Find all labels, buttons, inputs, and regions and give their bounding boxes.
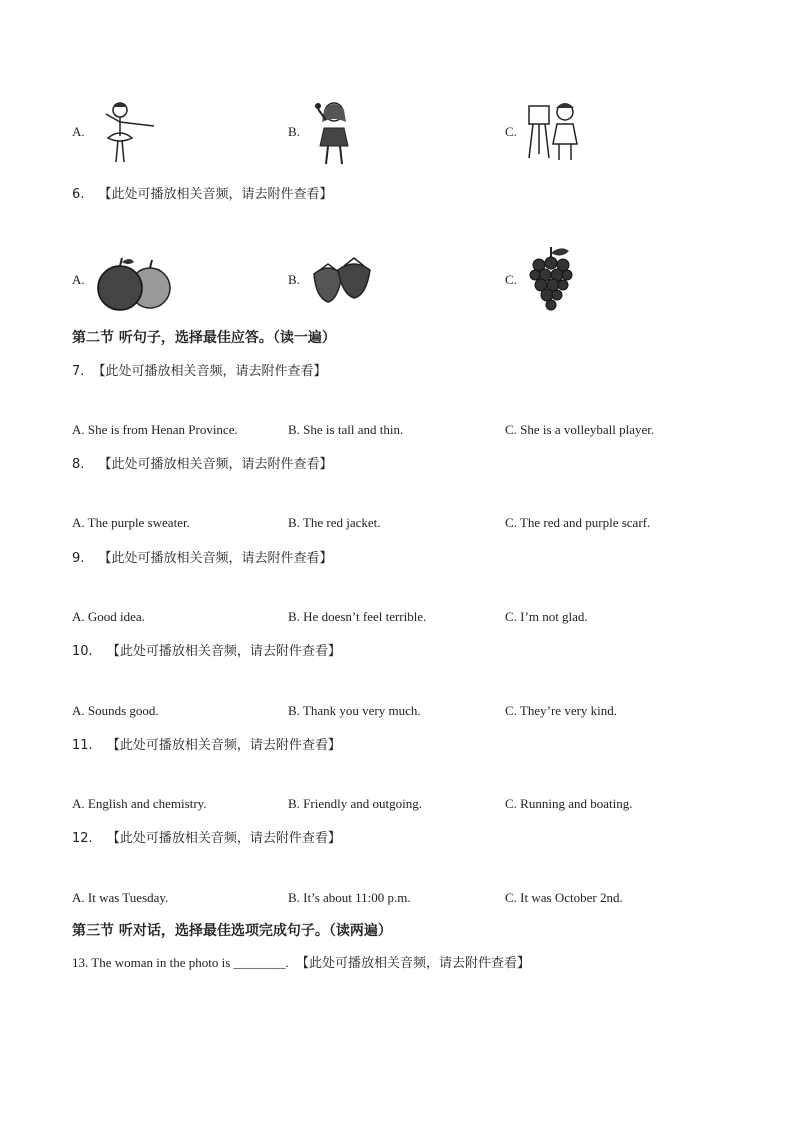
ballerina-icon [92,98,162,166]
question-number: 10. [72,644,93,659]
option-letter-c: C. [505,272,517,287]
girl-painter-icon [525,98,581,164]
question-number: 8. [72,457,85,472]
option-a: A. Sounds good. [72,703,159,718]
question-number: 11. [72,738,93,753]
option-b: B. Thank you very much. [288,703,421,718]
option-c: C. Running and boating. [505,796,633,811]
option-c: C. They’re very kind. [505,703,618,718]
audio-prompt: 【此处可播放相关音频，请去附件查看】 [98,187,333,202]
option-a: A. She is from Henan Province. [72,422,238,437]
option-c: C. The red and purple scarf. [505,515,651,530]
option-letter-b: B. [288,124,300,139]
option-letter-b: B. [288,272,300,287]
question-number: 6. [72,187,85,202]
question-number: 12. [72,831,93,846]
option-a: A. English and chemistry. [72,796,207,811]
option-a: A. The purple sweater. [72,515,190,530]
audio-prompt: 【此处可播放相关音频，请去附件查看】 [106,644,341,659]
question-number: 7. [72,364,85,379]
option-letter-a: A. [72,272,85,287]
option-a: A. It was Tuesday. [72,890,169,905]
option-c: C. She is a volleyball player. [505,422,655,437]
section-2-title: 第二节 听句子，选择最佳应答。（读一遍） [72,330,336,346]
option-b: B. It’s about 11:00 p.m. [288,890,411,905]
girl-singer-icon [308,98,356,168]
option-a: A. Good idea. [72,609,145,624]
option-letter-c: C. [505,124,517,139]
option-b: B. He doesn’t feel terrible. [288,609,427,624]
audio-prompt: 【此处可播放相关音频，请去附件查看】 [98,551,333,566]
option-b: B. Friendly and outgoing. [288,796,422,811]
audio-prompt: 【此处可播放相关音频，请去附件查看】 [92,364,327,379]
apples-icon [92,254,176,312]
question-number: 9. [72,551,85,566]
option-c: C. I’m not glad. [505,609,588,624]
strawberries-icon [308,254,374,306]
grapes-icon [525,245,577,313]
option-c: C. It was October 2nd. [505,890,623,905]
section-3-title: 第三节 听对话，选择最佳选项完成句子。（读两遍） [72,923,392,939]
option-letter-a: A. [72,124,85,139]
audio-prompt: 【此处可播放相关音频，请去附件查看】 [106,831,341,846]
audio-prompt: 【此处可播放相关音频，请去附件查看】 [296,956,531,971]
option-b: B. The red jacket. [288,515,381,530]
option-b: B. She is tall and thin. [288,422,404,437]
audio-prompt: 【此处可播放相关音频，请去附件查看】 [106,738,341,753]
audio-prompt: 【此处可播放相关音频，请去附件查看】 [98,457,333,472]
question-13-text: 13. The woman in the photo is ________. [72,955,289,970]
